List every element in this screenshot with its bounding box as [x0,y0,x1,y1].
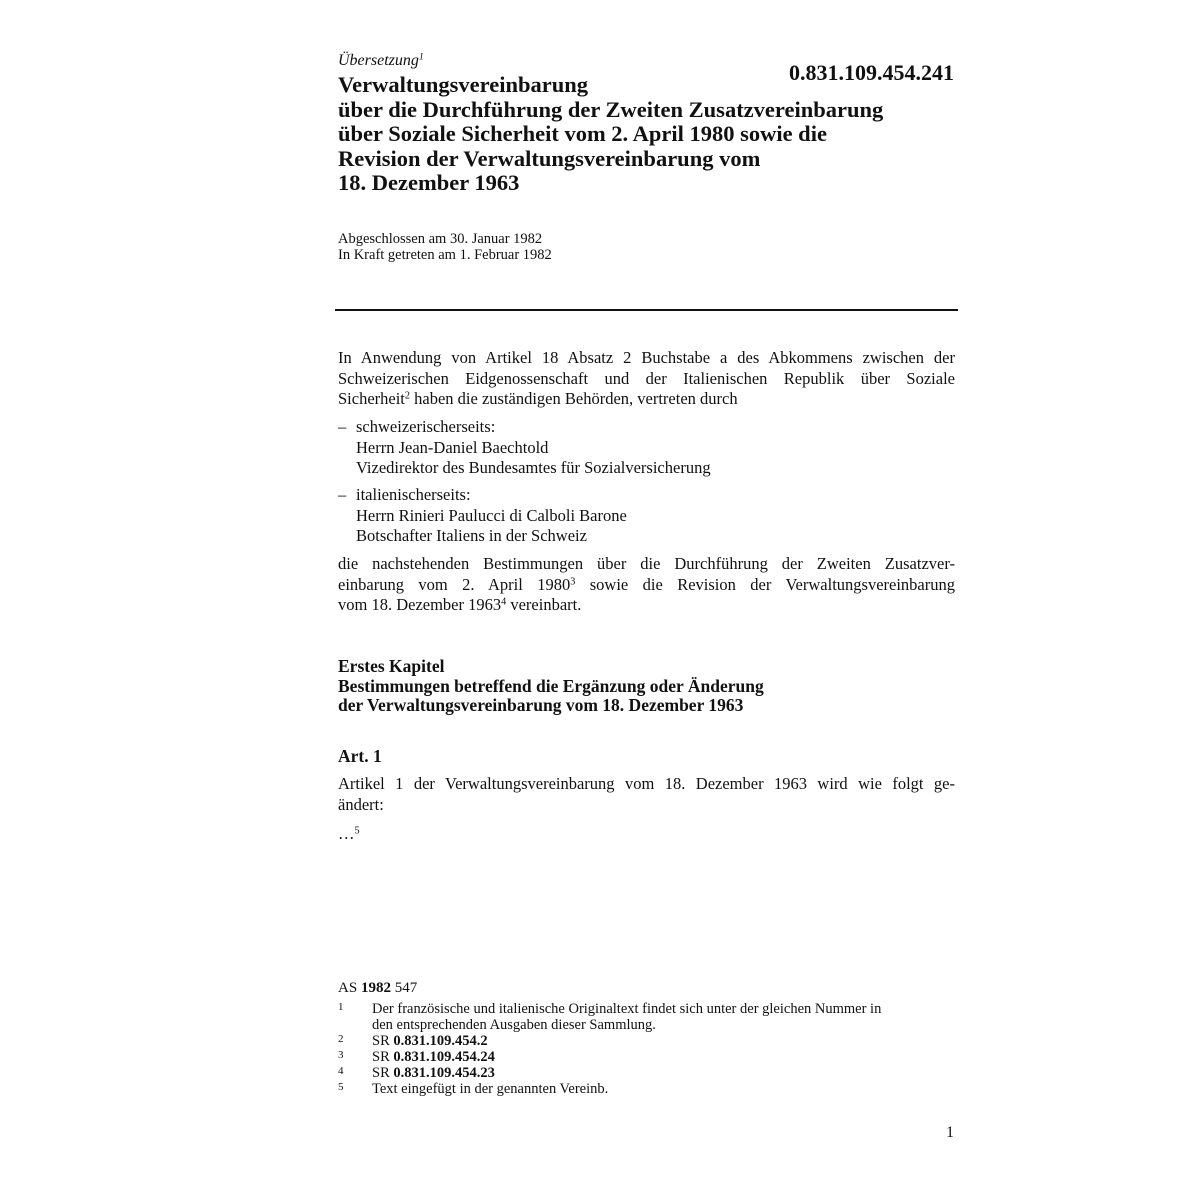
closing-text: sowie die Revision der Verwaltungsvereinbarung [575,574,955,594]
footnotes [338,1001,958,1097]
footnote [338,1001,958,1033]
footnote-number: 2 [338,1033,344,1045]
chapter-title-line: Bestimmungen betreffend die Ergänzung oder Änderung [338,675,764,696]
footnote-number: 4 [338,1065,344,1077]
sr-prefix: SR [372,1065,390,1081]
party-label: schweizerischerseits: [356,417,496,436]
official-compilation-ref [338,980,417,997]
chapter-label: Erstes Kapitel [338,656,445,676]
page-number: 1 [946,1124,954,1141]
closing-line [338,575,955,596]
footnote-text: Der französische und italienische Originaltext findet sich unter der gleichen Nummer in [372,1001,882,1017]
ellipsis: … [338,824,355,843]
representative-role: Botschafter Italiens in der Schweiz [356,526,587,545]
sr-reference[interactable]: 0.831.109.454.23 [393,1065,495,1081]
header-divider [335,309,958,311]
footnote [338,1081,958,1097]
representative-role: Vizedirektor des Bundesamtes für Sozialversicherung [356,458,711,477]
footnote-ref-2[interactable]: 2 [404,390,411,402]
footnote-text [372,1033,958,1049]
translation-label: Übersetzung [338,52,419,69]
footnote-text: Text eingefügt in der genannten Vereinb. [372,1081,609,1097]
footnote-ref-4[interactable]: 4 [501,596,507,608]
closing-text: vereinbart. [506,595,582,614]
sr-reference[interactable]: 0.831.109.454.24 [393,1049,495,1065]
omitted-text [338,824,360,844]
footnote-ref-1[interactable]: 1 [418,51,424,63]
preamble-line: In Anwendung von Artikel 18 Absatz 2 Buchstabe a des Abkommens zwischen der [338,348,955,367]
footnote [338,1049,958,1065]
preamble-text: haben die zuständigen Behörden, vertreten durch [410,389,738,408]
sr-prefix: SR [372,1049,390,1065]
date-info [338,232,552,263]
footnote [338,1065,958,1081]
translation-note [338,52,424,70]
title-line: Revision der Verwaltungsvereinbarung vom [338,145,761,171]
footnote-ref-3[interactable]: 3 [570,575,576,587]
closing-text: vom 18. Dezember 1963 [338,595,502,614]
sr-prefix: SR [372,1033,390,1049]
footnote-number: 5 [338,1081,344,1093]
preamble-line: Schweizerischen Eidgenossenschaft und der Italienischen Republik über Soziale [338,368,955,388]
chapter-title-line: der Verwaltungsvereinbarung vom 18. Dezember 1963 [338,695,744,715]
footnote [338,1033,958,1049]
title-line: über die Durchführung der Zweiten Zusatzvereinbarung [338,96,884,122]
preamble-line [338,389,955,410]
as-page: 547 [394,980,418,996]
sr-reference[interactable]: 0.831.109.454.2 [393,1033,488,1049]
as-prefix: AS [338,980,358,996]
swiss-representative [338,417,955,479]
footnote-text [372,1065,958,1081]
preamble-closing [338,554,955,616]
title-line: 18. Dezember 1963 [338,170,520,195]
representative-name: Herrn Jean-Daniel Baechtold [356,437,549,457]
in-force-date: In Kraft getreten am 1. Februar 1982 [338,246,552,263]
chapter-heading [338,657,764,716]
closing-text: einbarung vom 2. April 1980 [338,574,571,594]
footnote-text: den entsprechenden Ausgaben dieser Sammlung. [372,1017,656,1033]
concluded-date: Abgeschlossen am 30. Januar 1982 [338,231,543,247]
list-dash: – [338,417,347,436]
document-title [338,73,978,196]
as-year: 1982 [360,980,391,996]
title-line: Verwaltungsvereinbarung [338,72,589,97]
sr-number: 0.831.109.454.241 [789,60,954,85]
article-line: ändert: [338,794,384,814]
footnote-ref-5[interactable]: 5 [354,825,360,837]
italian-representative [338,485,955,547]
footnote-text [372,1049,958,1065]
representative-name: Herrn Rinieri Paulucci di Calboli Barone [356,505,627,525]
article-line: Artikel 1 der Verwaltungsvereinbarung vom 18. Dezember 1963 wird wie folgt ge- [338,774,955,793]
party-label: italienischerseits: [356,485,471,504]
list-dash: – [338,485,347,504]
footnote-number: 1 [338,1001,344,1013]
preamble-text: Sicherheit [338,389,405,408]
closing-line: die nachstehenden Bestimmungen über die Durchführung der Zweiten Zusatzver- [338,554,955,573]
article-text [338,774,955,815]
closing-line [338,595,955,616]
footnote-number: 3 [338,1049,344,1061]
article-heading: Art. 1 [338,746,382,766]
title-line: über Soziale Sicherheit vom 2. April 1980 sowie die [338,121,827,146]
preamble-paragraph [338,348,955,410]
